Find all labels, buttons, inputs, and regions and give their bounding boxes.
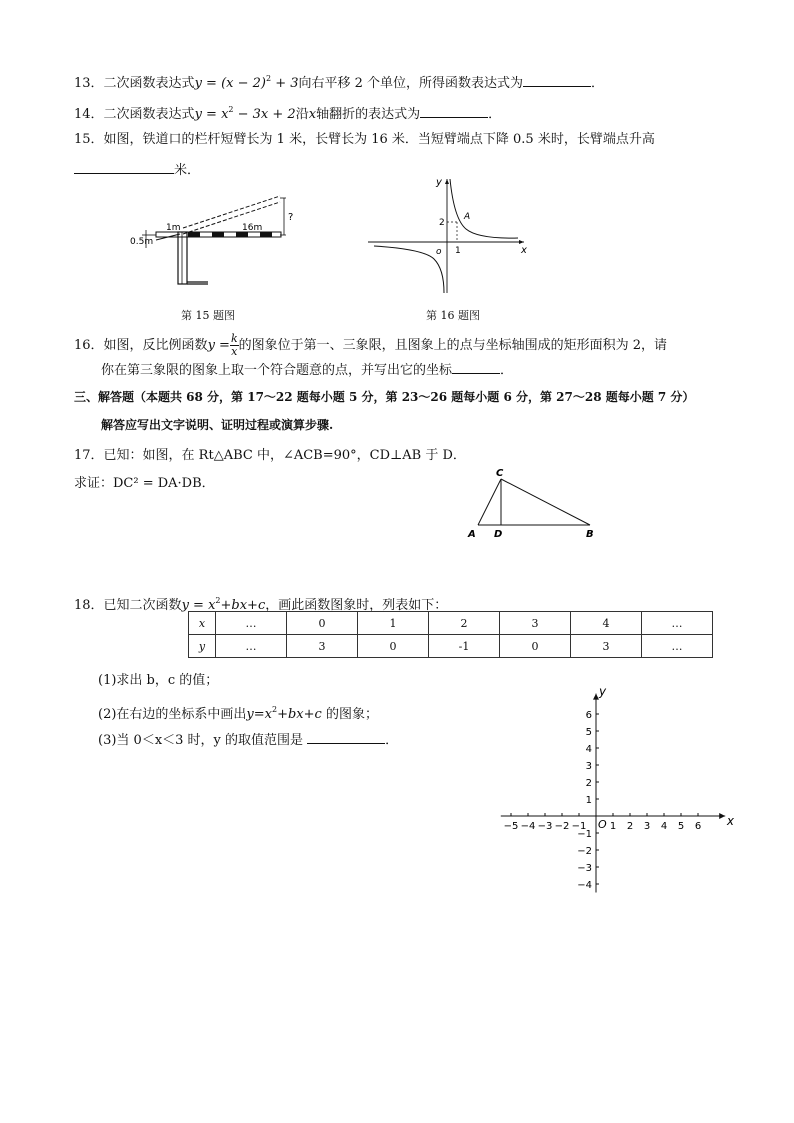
figure-17-triangle (466, 466, 606, 546)
table-cell: 3 (571, 635, 642, 658)
fig16-one-label: 1 (455, 246, 461, 256)
table-cell: 3 (500, 612, 571, 635)
q13-expression-tail: + 3 (271, 76, 299, 91)
q13-expression: y = (x − 2) (194, 76, 266, 91)
q14-exponent: 2 (228, 105, 234, 114)
q13-end: ． (591, 76, 605, 91)
q13-number: 13． (74, 76, 104, 91)
x-tick-label: 1 (609, 821, 617, 832)
q18-sub3-pre: (3)当 0＜x＜3 时，y 的取值范围是 (98, 733, 304, 748)
q14-answer-blank[interactable] (420, 105, 488, 118)
figure-15-caption: 第 15 题图 (181, 309, 235, 322)
y-tick-label: −1 (577, 829, 592, 840)
q15-answer-blank[interactable] (74, 161, 174, 174)
q18-intro-post: ，画此函数图象时，列表如下： (265, 598, 448, 613)
table-cell: 0 (287, 612, 358, 635)
fig15-long-arm-label: 16m (242, 223, 263, 233)
table-cell: … (216, 635, 287, 658)
q18-sub2-post: 的图象； (321, 707, 378, 722)
x-tick-label: 4 (660, 821, 668, 832)
table-cell: … (216, 612, 287, 635)
section-3-title: 三、解答题（本题共 68 分，第 17～22 题每小题 5 分，第 23～26 题每小题 6 分，第 27～28 题每小题 7 分） (74, 390, 695, 404)
grid-y-label: y (599, 684, 607, 699)
y-tick-label: −4 (577, 880, 592, 891)
figure-15-barrier (128, 192, 298, 287)
question-15-cont (74, 161, 200, 180)
q15-number: 15． (74, 132, 104, 147)
table-cell: 1 (358, 612, 429, 635)
fig17-label-D: D (494, 529, 503, 540)
y-tick-label: 2 (585, 778, 592, 789)
q18-intro-pre: 已知二次函数 (103, 598, 182, 613)
y-tick-label: 5 (585, 727, 592, 738)
y-tick-label: 1 (585, 795, 592, 806)
fig15-drop-label: 0.5m (130, 237, 154, 247)
q18-sub2-exp: 2 (272, 705, 278, 714)
q17-prove: 求证：DC² = DA·DB． (74, 476, 215, 491)
table-cell: 2 (429, 612, 500, 635)
x-tick-label: 6 (694, 821, 702, 832)
q18-sub2 (98, 701, 378, 724)
table-cell: 3 (287, 635, 358, 658)
q18-intro-expr: y = x (181, 598, 216, 613)
q13-pre: 二次函数表达式 (103, 76, 195, 91)
q16-frac-numerator: k (230, 332, 238, 345)
fig16-point-A-label: A (464, 212, 471, 222)
question-14 (74, 101, 501, 124)
table-cell: … (642, 612, 713, 635)
fig17-label-A: A (468, 529, 476, 540)
x-tick-label: −5 (503, 821, 519, 832)
q16-number: 16． (74, 338, 104, 353)
table-cell: 0 (500, 635, 571, 658)
x-tick-label: 2 (626, 821, 634, 832)
table-cell: … (642, 635, 713, 658)
table-header-x: x (189, 612, 216, 635)
q15-text: 如图，铁道口的栏杆短臂长为 1 米，长臂长为 16 米．当短臂端点下降 0.5 米时，长臂端点升高 (103, 132, 655, 147)
question-16 (74, 333, 667, 359)
q16-answer-blank[interactable] (452, 361, 500, 374)
q16-text1: 的图象位于第一、三象限，且图象上的点与坐标轴围成的矩形面积为 2，请 (238, 338, 668, 353)
fig16-two-label: 2 (439, 218, 445, 228)
q18-coordinate-system[interactable] (496, 684, 736, 898)
y-tick-label: −3 (577, 863, 592, 874)
grid-x-label: x (726, 814, 735, 828)
q18-sub2-expr-tail: +bx+c (277, 707, 322, 722)
q14-expression-tail: − 3x + 2 (233, 107, 296, 122)
q16-frac-denominator: x (231, 345, 238, 358)
q14-end: ． (488, 107, 502, 122)
q15-text2: 米． (174, 163, 201, 178)
q16-end: ． (500, 363, 514, 378)
q16-fraction (230, 333, 239, 358)
y-tick-label: 6 (585, 710, 592, 721)
q18-intro-exp: 2 (215, 596, 221, 605)
q18-sub1: (1)求出 b，c 的值； (98, 673, 219, 688)
x-axis-arrow (719, 813, 725, 819)
q14-expression: y = x (194, 107, 229, 122)
table-cell: 0 (358, 635, 429, 658)
question-17 (74, 447, 466, 465)
fig16-origin-label: o (436, 247, 442, 257)
figure-16-caption: 第 16 题图 (426, 309, 480, 322)
q18-sub3-answer-blank[interactable] (307, 731, 385, 744)
q16-y: y = (207, 338, 230, 353)
table-cell: -1 (429, 635, 500, 658)
fig17-label-C: C (496, 468, 504, 479)
q14-number: 14． (74, 107, 104, 122)
question-13 (74, 70, 604, 93)
q13-answer-blank[interactable] (523, 74, 591, 87)
y-tick-label: 4 (585, 744, 592, 755)
q13-exponent: 2 (265, 74, 272, 83)
y-tick-label: 3 (585, 761, 592, 772)
q13-post: 向右平移 2 个单位，所得函数表达式为 (298, 76, 524, 91)
q17-number: 17． (74, 448, 104, 463)
q17-given: 已知：如图，在 Rt△ABC 中，∠ACB=90°，CD⊥AB 于 D． (103, 448, 466, 463)
q14-axis: x (308, 107, 317, 122)
question-16-cont (101, 361, 513, 380)
q14-post2: 轴翻折的表达式为 (316, 107, 421, 122)
x-tick-label: −3 (537, 821, 553, 832)
x-tick-label: −1 (571, 821, 587, 832)
table-cell: 4 (571, 612, 642, 635)
table-row-x (189, 612, 713, 635)
fig17-label-B: B (586, 529, 594, 540)
fig16-y-label: y (436, 177, 442, 188)
question-15 (74, 131, 655, 149)
x-tick-label: 5 (677, 821, 685, 832)
q18-number: 18． (74, 598, 104, 613)
q16-pre: 如图，反比例函数 (103, 338, 208, 353)
x-tick-label: 3 (643, 821, 651, 832)
figure-16-hyperbola (368, 175, 528, 295)
fig15-rise-label: ? (288, 212, 294, 223)
table-row-y (189, 635, 713, 658)
q18-values-table (188, 611, 713, 658)
section-3-note: 解答应写出文字说明、证明过程或演算步骤. (101, 418, 334, 432)
q18-sub2-pre: (2)在右边的坐标系中画出 (98, 707, 247, 722)
fig16-x-label: x (521, 245, 527, 256)
q18-intro-expr-tail: +bx+c (220, 598, 266, 613)
q18-sub3 (98, 731, 398, 750)
grid-origin-label: O (598, 818, 607, 831)
q18-sub3-end: ． (385, 733, 399, 748)
q14-post: 沿 (295, 107, 309, 122)
q16-text2: 你在第三象限的图象上取一个符合题意的点，并写出它的坐标 (101, 363, 453, 378)
y-tick-label: −2 (577, 846, 592, 857)
x-tick-label: −2 (554, 821, 570, 832)
q18-sub2-expr: y=x (246, 707, 272, 722)
fig15-short-arm-label: 1m (166, 223, 181, 233)
x-tick-label: −4 (520, 821, 536, 832)
q14-pre: 二次函数表达式 (103, 107, 195, 122)
table-header-y: y (189, 635, 216, 658)
